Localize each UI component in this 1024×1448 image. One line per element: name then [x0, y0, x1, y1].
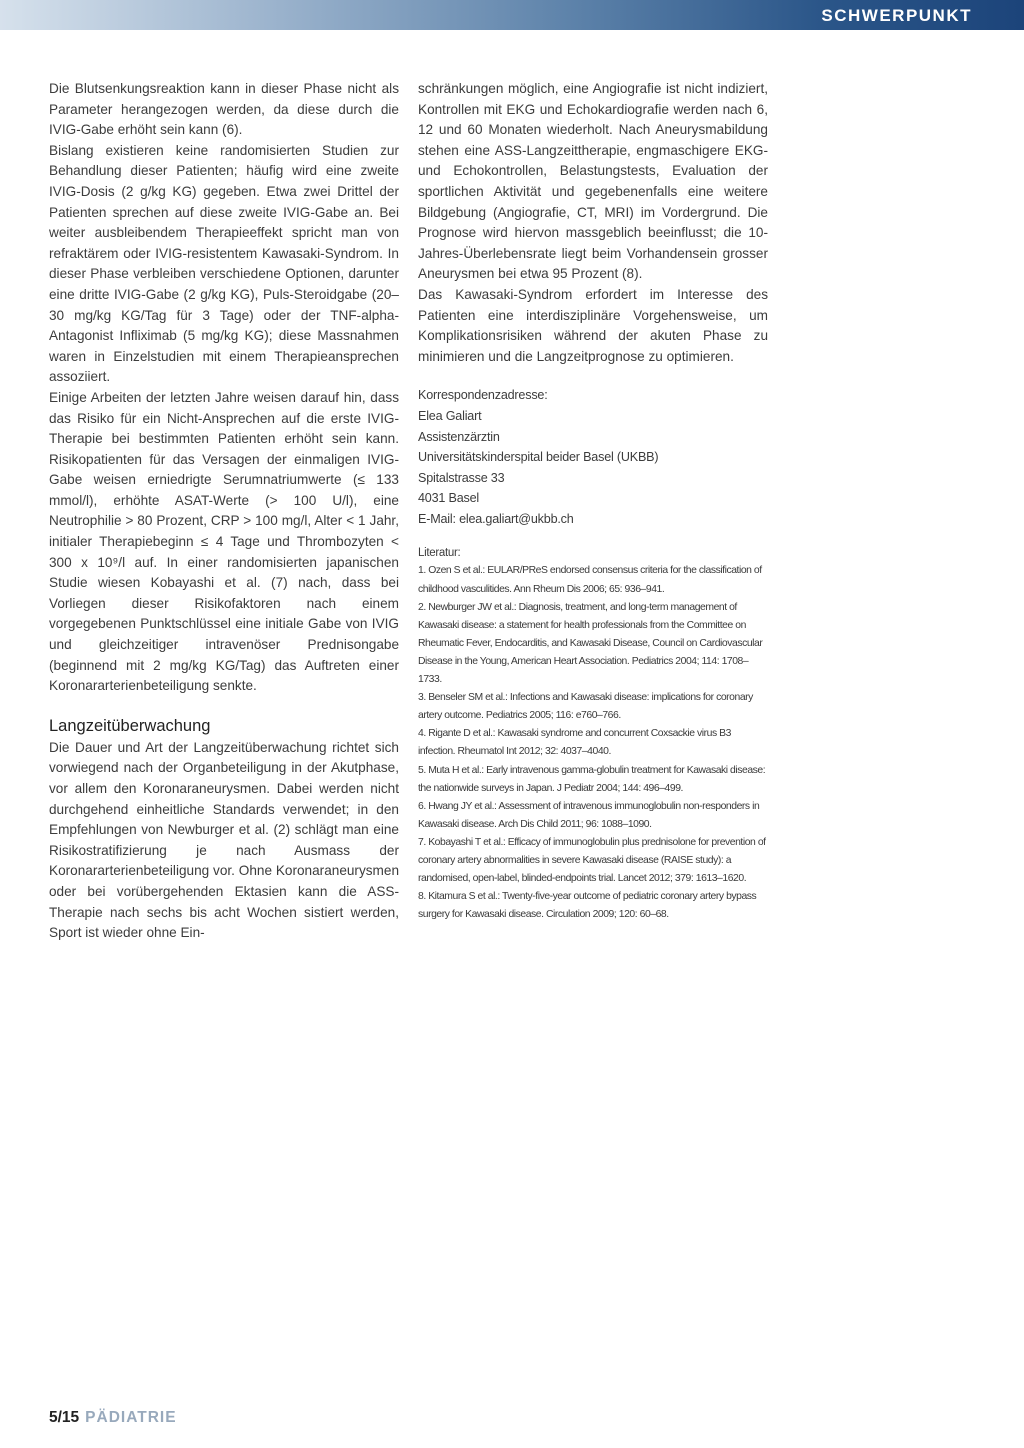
contact-name: Elea Galiart	[418, 408, 482, 423]
reference-item: 5. Muta H et al.: Early intravenous gamma-globulin treatment for Kawasaki disease: the nationwide surveys in Japan. J Pediatr 2004; 144: 496–499.	[418, 764, 766, 794]
left-column	[49, 79, 399, 944]
reference-item: 8. Kitamura S et al.: Twenty-five-year outcome of pediatric coronary artery bypass surgery for Kawasaki disease. Circulation 2009; 120: 60–68.	[418, 891, 757, 921]
paragraph: Die Blutsenkungsreaktion kann in dieser Phase nicht als Parameter herangezogen werden, da diese durch die IVIG-Gabe erhöht sein kann (6).	[49, 81, 399, 138]
reference-item: 2. Newburger JW et al.: Diagnosis, treatment, and long-term management of Kawasaki disease: a statement for health professionals from the Committee on Rheumatic Fever, Endocarditis, and Kawasaki Disease, Council on Cardiovascular Disease in the Young, American Heart Association. Pediatrics 2004; 114: 1708–1733.	[418, 601, 763, 686]
paragraph: Das Kawasaki-Syndrom erfordert im Interesse des Patienten eine interdisziplinäre Vorgehensweise, um Komplikationsrisiken während der akuten Phase zu minimieren und die Langzeitprognose zu optimieren.	[418, 286, 768, 364]
issue-number: 5/15	[49, 1409, 80, 1426]
contact-role: Assistenzärztin	[418, 429, 500, 444]
contact-institution: Universitätskinderspital beider Basel (UKBB)	[418, 450, 659, 465]
section-heading: Langzeitüberwachung	[49, 716, 211, 735]
contact-title: Korrespondenzadresse:	[418, 388, 548, 403]
right-column	[418, 79, 768, 924]
reference-item: 6. Hwang JY et al.: Assessment of intravenous immunoglobulin non-responders in Kawasaki disease. Arch Dis Child 2011; 96: 1088–1090.	[418, 800, 760, 830]
reference-item: 7. Kobayashi T et al.: Efficacy of immunoglobulin plus prednisolone for prevention of coronary artery abnormalities in severe Kawasaki disease (RAISE study): a randomised, open-label, blinded-endpoints trial. Lancet 2012; 379: 1613–1620.	[418, 836, 766, 885]
magazine-name: PÄDIATRIE	[85, 1409, 177, 1426]
page-footer	[49, 1406, 177, 1430]
literature-title: Literatur:	[418, 547, 461, 560]
literature-list	[418, 562, 768, 924]
section-label: SCHWERPUNKT	[821, 6, 972, 25]
contact-email[interactable]: E-Mail: elea.galiart@ukbb.ch	[418, 511, 574, 526]
paragraph: Einige Arbeiten der letzten Jahre weisen darauf hin, dass das Risiko für ein Nicht-Ansprechen auf die erste IVIG-Therapie bei bestimmten Patienten erhöht sein kann. Risikopatienten für das Versagen der einmaligen IVIG-Gabe weisen erniedrigte Serumnatriumwerte (≤ 133 mmol/l), erhöhte ASAT-Werte (> 100 U/l), eine Neutrophilie > 80 Prozent, CRP > 100 mg/l, Alter < 1 Jahr, initialer Therapiebeginn ≤ 4 Tage und Thrombozyten < 300 x 10⁹/l auf. In einer randomisierten japanischen Studie wiesen Kobayashi et al. (7) nach, dass bei Vorliegen dieser Risikofaktoren nach einem vorgegebenen Punktschlüssel eine initiale Gabe von IVIG und gleichzeitiger intravenöser Prednisongabe (beginnend mit 2 mg/kg KG/Tag) das Auftreten einer Koronararterienbeteiligung senkte.	[49, 389, 399, 694]
paragraph: schränkungen möglich, eine Angiografie ist nicht indiziert, Kontrollen mit EKG und Echokardiografie werden nach 6, 12 und 60 Monaten wiederholt. Nach Aneurysmabildung stehen eine ASS-Langzeittherapie, engmaschigere EKG- und Echokontrollen, Belastungstests, Evaluation der sportlichen Aktivität und gegebenenfalls eine weitere Bildgebung (Angiografie, CT, MRI) im Vordergrund. Die Prognose wird hiervon massgeblich beeinflusst; die 10-Jahres-Überlebensrate liegt beim Vorhandensein grosser Aneurysmen bei etwa 95 Prozent (8).	[418, 81, 768, 282]
contact-street: Spitalstrasse 33	[418, 470, 505, 485]
paragraph: Bislang existieren keine randomisierten Studien zur Behandlung dieser Patienten; häufig wird eine zweite IVIG-Dosis (2 g/kg KG) gegeben. Etwa zwei Drittel der Patienten sprechen auf diese zweite IVIG-Gabe an. Bei weiter ausbleibendem Therapieeffekt spricht man von refraktärem oder IVIG-resistentem Kawasaki-Syndrom. In dieser Phase verbleiben verschiedene Optionen, darunter eine dritte IVIG-Gabe (2 g/kg KG), Puls-Steroidgabe (20–30 mg/kg KG/Tag für 3 Tage) oder der TNF-alpha-Antagonist Infliximab (5 mg/kg KG); diese Massnahmen waren in Einzelstudien mit einem Therapieansprechen assoziiert.	[49, 142, 399, 385]
paragraph: Die Dauer und Art der Langzeitüberwachung richtet sich vorwiegend nach der Organbeteiligung in der Akutphase, vor allem den Koronaraneurysmen. Dabei werden nicht durchgehend einheitliche Standards verwendet; in den Empfehlungen von Newburger et al. (2) schlägt man eine Risikostratifizierung je nach Ausmass der Koronararterienbeteiligung vor. Ohne Koronaraneurysmen oder bei vorübergehenden Ektasien kann die ASS-Therapie nach sechs bis acht Wochen sistiert werden, Sport ist wieder ohne Ein-	[49, 739, 399, 941]
contact-block	[418, 385, 768, 529]
reference-item: 3. Benseler SM et al.: Infections and Kawasaki disease: implications for coronary artery outcome. Pediatrics 2005; 116: e760–766.	[418, 692, 753, 722]
reference-item: 4. Rigante D et al.: Kawasaki syndrome and concurrent Coxsackie virus B3 infection. Rheumatol Int 2012; 32: 4037–4040.	[418, 728, 731, 758]
contact-city: 4031 Basel	[418, 491, 480, 506]
reference-item: 1. Ozen S et al.: EULAR/PReS endorsed consensus criteria for the classification of childhood vasculitides. Ann Rheum Dis 2006; 65: 936–941.	[418, 565, 762, 595]
